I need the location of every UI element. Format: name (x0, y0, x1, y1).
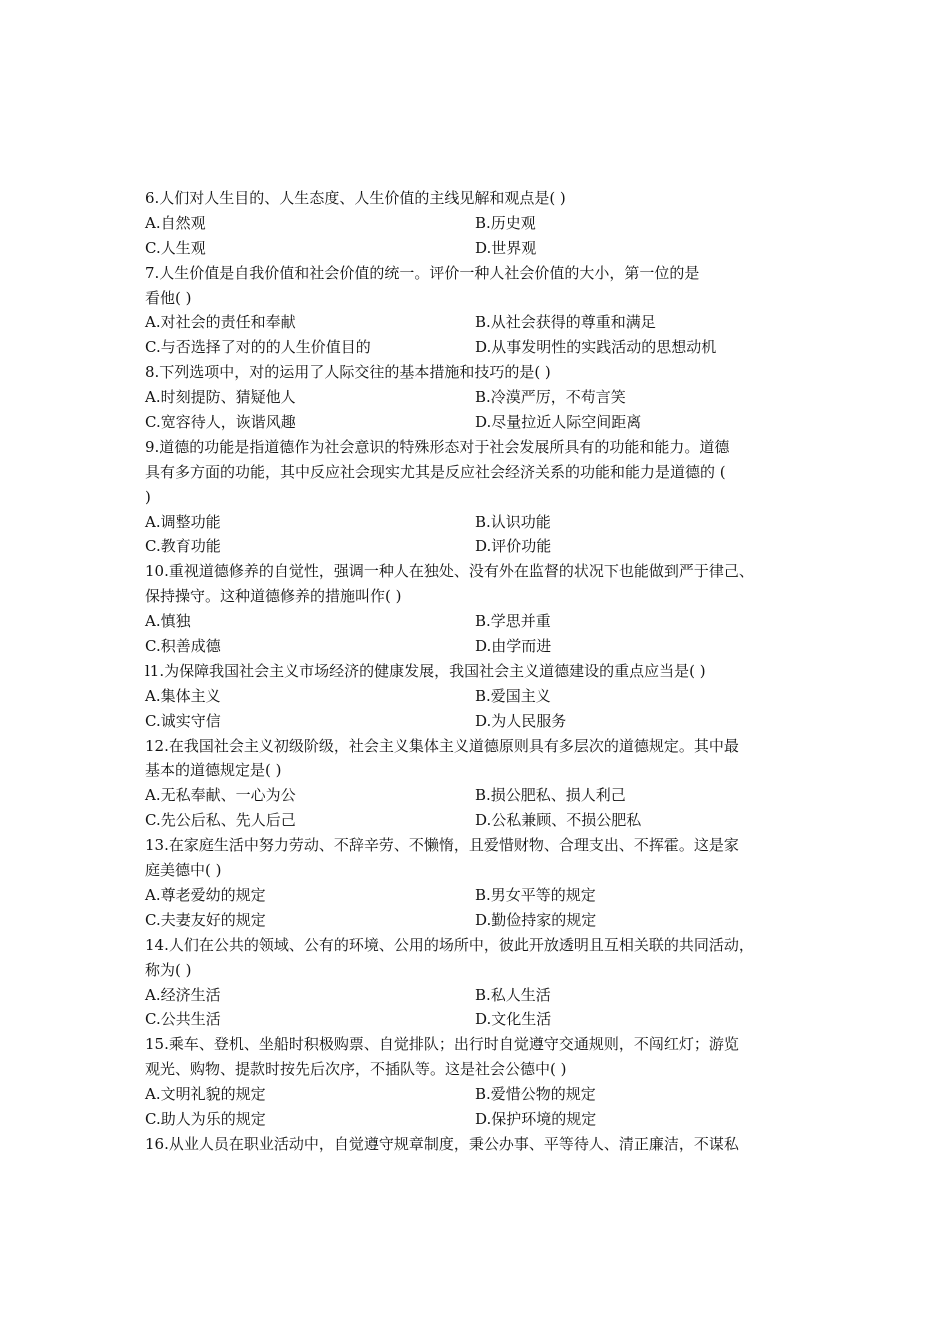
option-row (145, 510, 825, 535)
option-row (145, 410, 825, 435)
answer-option: B.学思并重 (475, 612, 551, 631)
answer-option: B.从社会获得的尊重和满足 (475, 313, 656, 332)
option-row (145, 634, 825, 659)
answer-option: B.冷漠严厉，不苟言笑 (475, 388, 626, 407)
answer-option: D.评价功能 (475, 537, 552, 556)
question-block (145, 833, 825, 933)
question-stem-line: 16.从业人员在职业活动中，自觉遵守规章制度，秉公办事、平等待人、清正廉洁，不谋私 (145, 1134, 739, 1153)
answer-option: C.夫妻友好的规定 (145, 910, 266, 929)
option-row (145, 609, 825, 634)
question-stem-line: 基本的道德规定是( ) (145, 761, 282, 780)
answer-option: C.与否选择了对的的人生价值目的 (145, 338, 371, 357)
answer-option: C.先公后私、先人后己 (145, 811, 296, 830)
answer-option: A.调整功能 (145, 512, 221, 531)
answer-option: D.从事发明性的实践活动的思想动机 (475, 338, 717, 357)
answer-option: C.宽容待人，诙谐风趣 (145, 413, 296, 432)
question-stem-line: 14.人们在公共的领域、公有的环境、公用的场所中，彼此开放透明且互相关联的共同活动， (145, 935, 754, 954)
question-stem-line: 8.下列选项中，对的运用了人际交往的基本措施和技巧的是( ) (145, 363, 551, 382)
answer-option: A.尊老爱幼的规定 (145, 885, 266, 904)
question-stem-line: 称为( ) (145, 960, 192, 979)
answer-option: D.世界观 (475, 238, 537, 257)
answer-option: C.教育功能 (145, 537, 221, 556)
option-row (145, 310, 825, 335)
answer-option: B.私人生活 (475, 985, 551, 1004)
question-list (145, 186, 825, 1157)
option-row (145, 1107, 825, 1132)
answer-option: D.尽量拉近人际空间距离 (475, 413, 642, 432)
answer-option: A.文明礼貌的规定 (145, 1085, 266, 1104)
answer-option: B.爱惜公物的规定 (475, 1085, 596, 1104)
question-stem-line: 庭美德中( ) (145, 861, 222, 880)
option-row (145, 783, 825, 808)
question-stem-line: 观光、购物、提款时按先后次序，不插队等。这是社会公德中( ) (145, 1060, 567, 1079)
option-row (145, 1007, 825, 1032)
option-row (145, 709, 825, 734)
answer-option: B.认识功能 (475, 512, 551, 531)
option-row (145, 1082, 825, 1107)
answer-option: B.男女平等的规定 (475, 885, 596, 904)
question-block (145, 933, 825, 1033)
question-block (145, 261, 825, 361)
question-stem-line: 看他( ) (145, 288, 192, 307)
answer-option: B.损公肥私、损人利己 (475, 786, 626, 805)
question-stem-line: l1.为保障我国社会主义市场经济的健康发展，我国社会主义道德建设的重点应当是( ) (145, 661, 706, 680)
question-block (145, 186, 825, 261)
answer-option: B.爱国主义 (475, 686, 551, 705)
answer-option: D.勤俭持家的规定 (475, 910, 597, 929)
answer-option: A.对社会的责任和奉献 (145, 313, 296, 332)
answer-option: C.公共生活 (145, 1010, 221, 1029)
answer-option: C.诚实守信 (145, 711, 221, 730)
question-stem-line: 12.在我国社会主义初级阶级，社会主义集体主义道德原则具有多层次的道德规定。其中最 (145, 736, 739, 755)
option-row (145, 534, 825, 559)
answer-option: C.积善成德 (145, 637, 221, 656)
answer-option: D.文化生活 (475, 1010, 552, 1029)
question-block (145, 734, 825, 834)
answer-option: C.人生观 (145, 238, 206, 257)
question-stem-line: 保持操守。这种道德修养的措施叫作( ) (145, 587, 402, 606)
question-stem-line: 15.乘车、登机、坐船时积极购票、自觉排队；出行时自觉遵守交通规则，不闯红灯；游览 (145, 1035, 739, 1054)
question-block (145, 1032, 825, 1132)
question-block (145, 435, 825, 559)
answer-option: A.慎独 (145, 612, 191, 631)
question-stem-line: 具有多方面的功能，其中反应社会现实尤其是反应社会经济关系的功能和能力是道德的 ( (145, 462, 726, 481)
option-row (145, 335, 825, 360)
question-block (145, 1132, 825, 1157)
option-row (145, 236, 825, 261)
question-stem-line: ) (145, 487, 151, 506)
question-block (145, 559, 825, 659)
question-stem-line: 6.人们对人生目的、人生态度、人生价值的主线见解和观点是( ) (145, 189, 566, 207)
option-row (145, 808, 825, 833)
answer-option: A.无私奉献、一心为公 (145, 786, 296, 805)
question-stem-line: 9.道德的功能是指道德作为社会意识的特殊形态对于社会发展所具有的功能和能力。道德 (145, 437, 730, 456)
option-row (145, 983, 825, 1008)
answer-option: D.为人民服务 (475, 711, 567, 730)
question-block (145, 360, 825, 435)
option-row (145, 211, 825, 236)
question-stem-line: 7.人生价值是自我价值和社会价值的统一。评价一种人社会价值的大小，第一位的是 (145, 263, 700, 282)
question-stem-line: 10.重视道德修养的自觉性，强调一种人在独处、没有外在监督的状况下也能做到严于律己、 (145, 562, 754, 581)
answer-option: B.历史观 (475, 213, 536, 232)
answer-option: C.助人为乐的规定 (145, 1109, 266, 1128)
answer-option: A.自然观 (145, 213, 206, 232)
question-block (145, 659, 825, 734)
answer-option: A.时刻提防、猜疑他人 (145, 388, 296, 407)
answer-option: A.集体主义 (145, 686, 221, 705)
option-row (145, 908, 825, 933)
answer-option: D.公私兼顾、不损公肥私 (475, 811, 642, 830)
option-row (145, 883, 825, 908)
option-row (145, 684, 825, 709)
option-row (145, 385, 825, 410)
answer-option: A.经济生活 (145, 985, 221, 1004)
answer-option: D.由学而进 (475, 637, 552, 656)
answer-option: D.保护环境的规定 (475, 1109, 597, 1128)
question-stem-line: 13.在家庭生活中努力劳动、不辞辛劳、不懒惰，且爱惜财物、合理支出、不挥霍。这是家 (145, 836, 739, 855)
